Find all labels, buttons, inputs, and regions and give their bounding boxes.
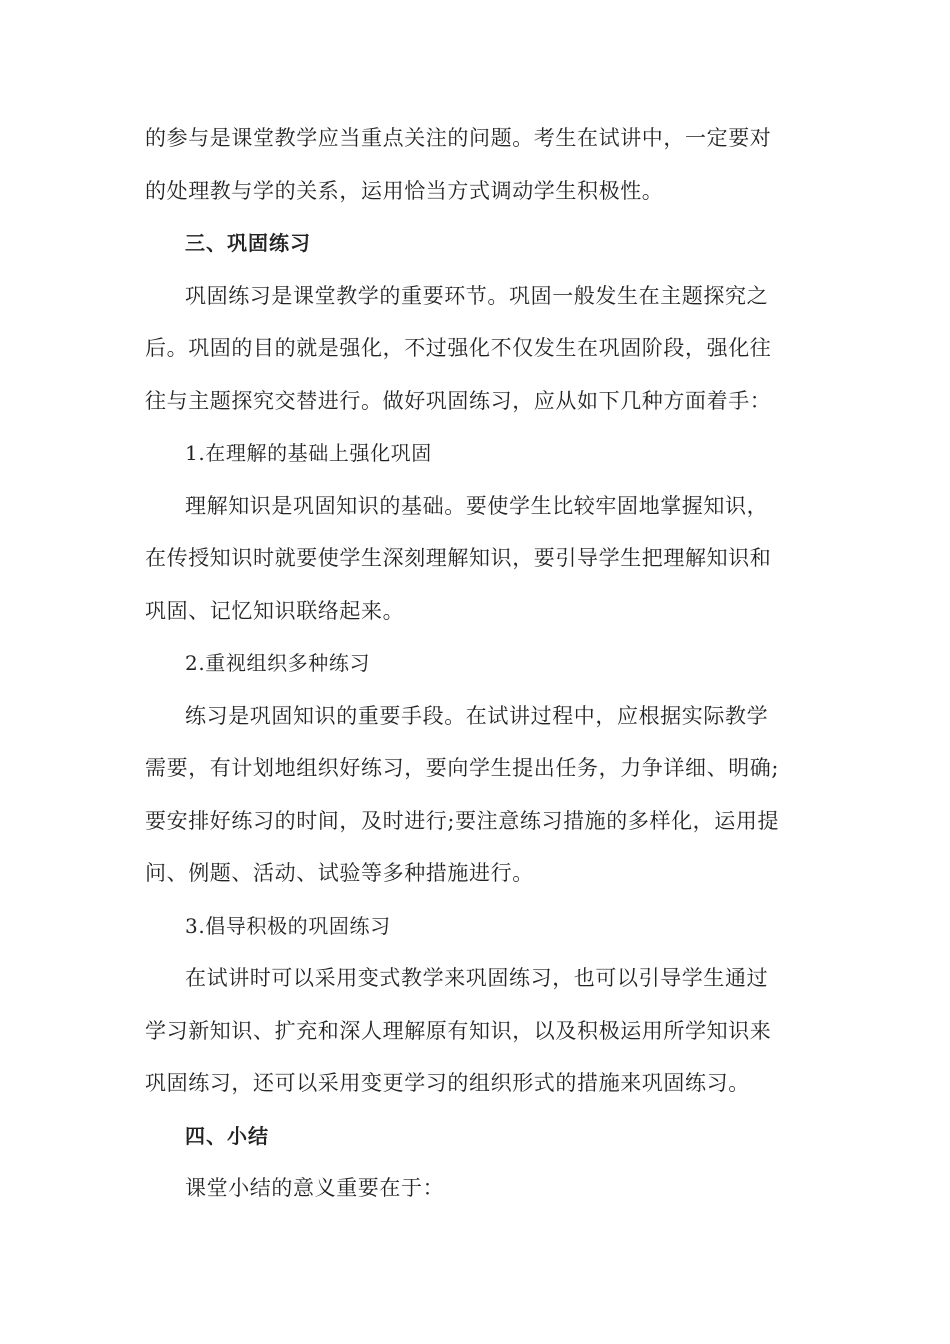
paragraph-line: 理解知识是巩固知识的基础。要使学生比较牢固地掌握知识， bbox=[185, 493, 769, 518]
paragraph-line: 要安排好练习的时间，及时进行;要注意练习措施的多样化，运用提 bbox=[145, 808, 780, 833]
subsection-heading: 3.倡导积极的巩固练习 bbox=[185, 913, 391, 938]
subsection-heading: 1.在理解的基础上强化巩固 bbox=[185, 441, 432, 465]
section-heading: 三、巩固练习 bbox=[185, 231, 311, 255]
paragraph-line: 的参与是课堂教学应当重点关注的问题。考生在试讲中，一定要对 bbox=[145, 126, 772, 150]
subsection-heading: 2.重视组织多种练习 bbox=[185, 651, 371, 675]
paragraph-line: 学习新知识、扩充和深人理解原有知识，以及积极运用所学知识来 bbox=[145, 1018, 772, 1043]
paragraph-line: 问、例题、活动、试验等多种措施进行。 bbox=[145, 861, 534, 885]
paragraph-line: 在传授知识时就要使学生深刻理解知识，要引导学生把理解知识和 bbox=[145, 546, 772, 570]
paragraph-line: 课堂小结的意义重要在于： bbox=[185, 1176, 445, 1200]
paragraph-line: 练习是巩固知识的重要手段。在试讲过程中，应根据实际教学 bbox=[185, 703, 769, 728]
paragraph-line: 巩固练习，还可以采用变更学习的组织形式的措施来巩固练习。 bbox=[145, 1071, 750, 1095]
paragraph-line: 往与主题探究交替进行。做好巩固练习，应从如下几种方面着手： bbox=[145, 388, 772, 413]
paragraph-line: 巩固、记忆知识联络起来。 bbox=[145, 598, 405, 623]
paragraph-line: 的处理教与学的关系，运用恰当方式调动学生积极性。 bbox=[145, 178, 664, 203]
paragraph-line: 巩固练习是课堂教学的重要环节。巩固一般发生在主题探究之 bbox=[185, 283, 769, 308]
paragraph-line: 需要，有计划地组织好练习，要向学生提出任务，力争详细、明确; bbox=[145, 756, 780, 780]
paragraph-line: 后。巩固的目的就是强化，不过强化不仅发生在巩固阶段，强化往 bbox=[145, 336, 772, 360]
section-heading: 四、小结 bbox=[185, 1123, 269, 1148]
document-body bbox=[145, 112, 810, 1215]
paragraph-line: 在试讲时可以采用变式教学来巩固练习，也可以引导学生通过 bbox=[185, 966, 769, 990]
